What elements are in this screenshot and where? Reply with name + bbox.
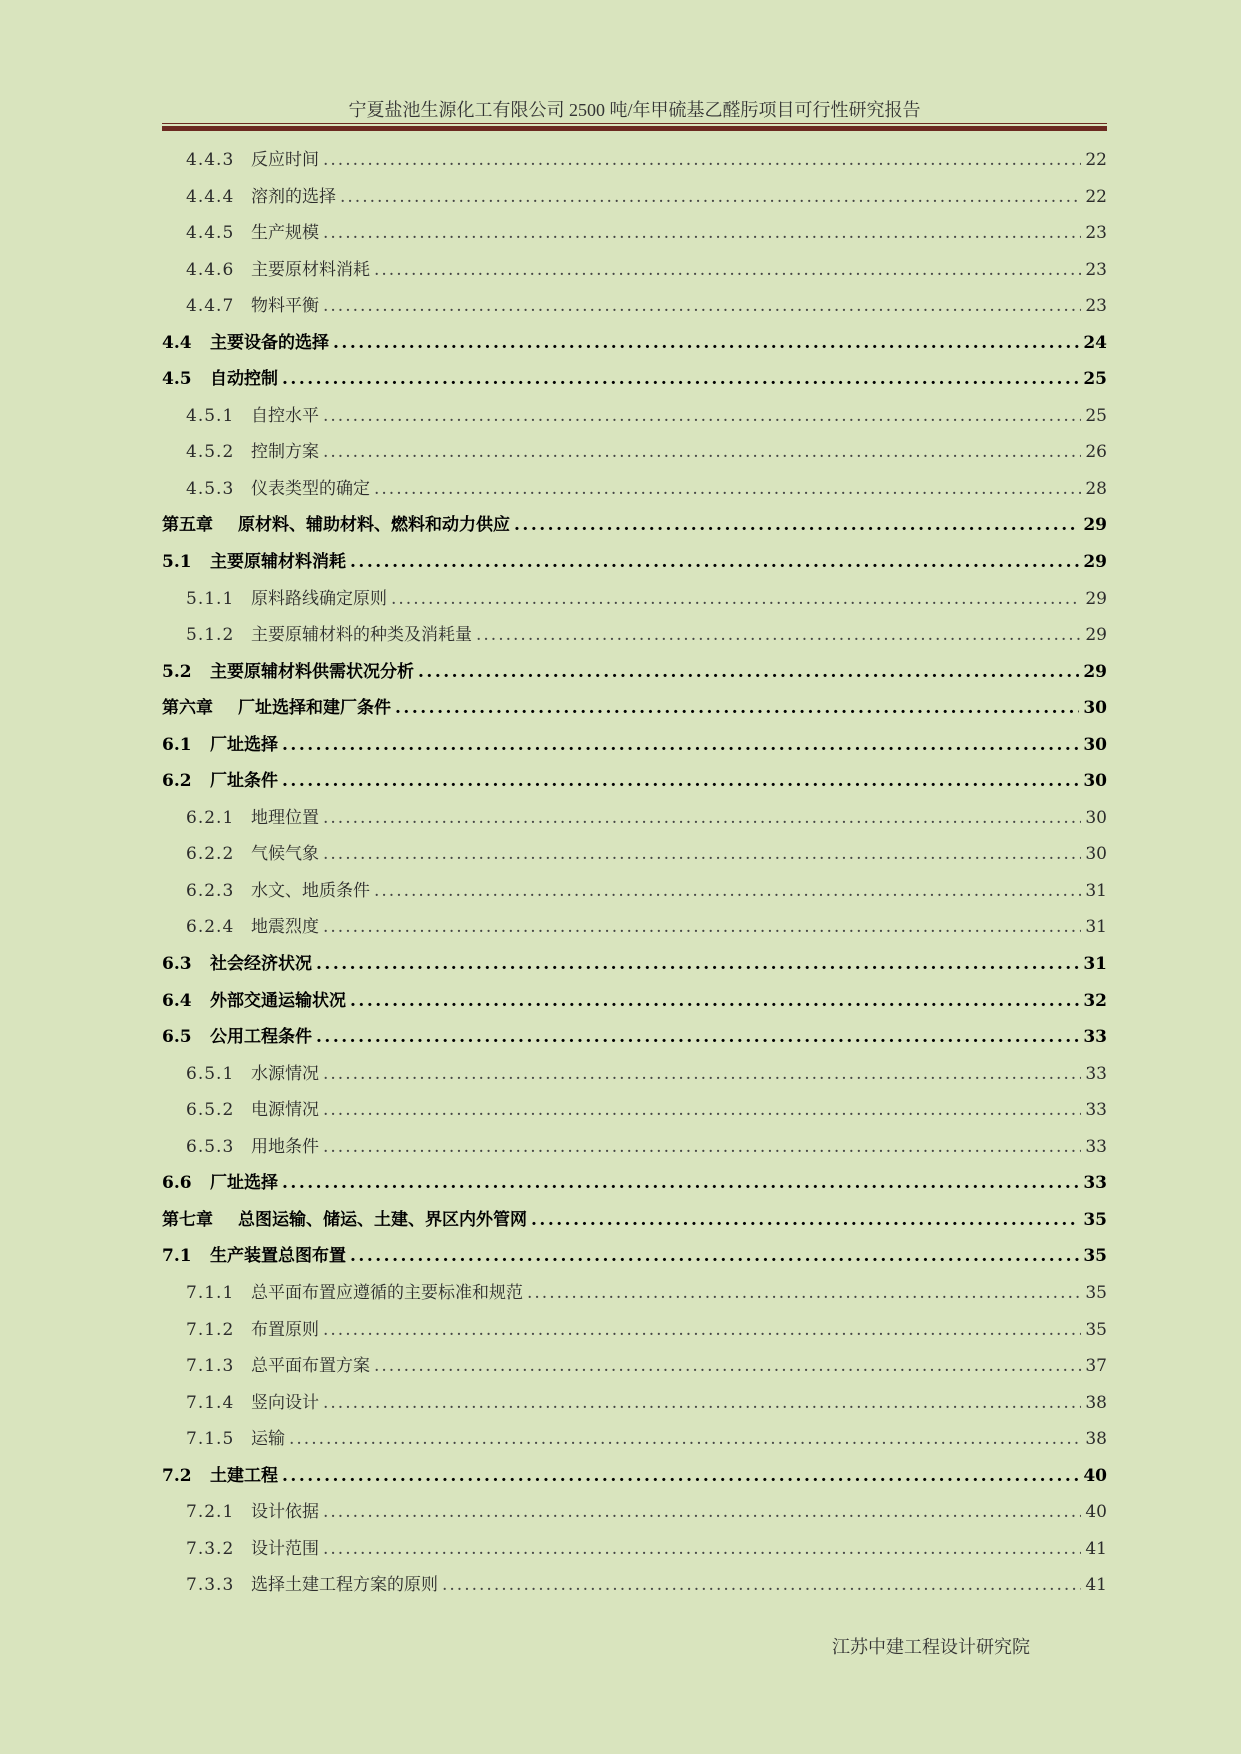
toc-leader-dots — [323, 836, 1081, 873]
toc-entry[interactable] — [162, 654, 1107, 691]
toc-entry-title: 厂址选择和建厂条件 — [238, 698, 391, 719]
toc-entry-title: 仪表类型的确定 — [251, 478, 370, 499]
toc-entry-number: 7.1.3 — [186, 1356, 235, 1377]
toc-entry[interactable] — [162, 581, 1107, 618]
toc-entry[interactable] — [162, 873, 1107, 910]
toc-entry-number: 6.5 — [162, 1027, 192, 1048]
toc-entry-title: 设计依据 — [251, 1502, 319, 1523]
toc-entry-title: 原材料、辅助材料、燃料和动力供应 — [238, 515, 510, 536]
toc-leader-dots — [323, 288, 1081, 325]
toc-leader-dots — [323, 1531, 1081, 1568]
toc-entry-number: 6.5.3 — [186, 1136, 235, 1157]
toc-entry[interactable] — [162, 909, 1107, 946]
toc-entry-number: 第六章 — [162, 698, 213, 719]
toc-entry-page: 22 — [1085, 150, 1107, 170]
toc-entry[interactable] — [162, 763, 1107, 800]
toc-entry-title: 公用工程条件 — [210, 1027, 312, 1048]
toc-leader-dots — [442, 1567, 1081, 1604]
toc-leader-dots — [316, 1019, 1079, 1056]
toc-entry[interactable] — [162, 544, 1107, 581]
toc-leader-dots — [323, 398, 1081, 435]
toc-leader-dots — [282, 763, 1079, 800]
toc-entry-title: 竖向设计 — [251, 1392, 319, 1413]
toc-entry-number: 7.2 — [162, 1465, 192, 1486]
toc-entry-number: 4.4 — [162, 332, 192, 353]
toc-entry-title: 水文、地质条件 — [251, 880, 370, 901]
toc-entry-page: 41 — [1085, 1538, 1107, 1559]
toc-entry-title: 气候气象 — [251, 844, 319, 865]
toc-leader-dots — [350, 1238, 1079, 1275]
toc-entry-number: 4.5 — [162, 369, 192, 390]
toc-entry-number: 7.1.5 — [186, 1429, 235, 1450]
toc-entry-title: 厂址选择 — [210, 734, 278, 755]
toc-entry-page: 32 — [1083, 990, 1107, 1011]
toc-leader-dots — [531, 1202, 1079, 1239]
toc-entry-title: 生产规模 — [251, 223, 319, 244]
toc-entry-page: 23 — [1085, 296, 1107, 317]
toc-entry-title: 总平面布置应遵循的主要标准和规范 — [251, 1282, 523, 1303]
toc-leader-dots — [350, 983, 1079, 1020]
toc-entry[interactable] — [162, 1275, 1107, 1312]
toc-entry[interactable] — [162, 288, 1107, 325]
toc-entry[interactable] — [162, 252, 1107, 289]
toc-entry-number: 7.1.4 — [186, 1392, 235, 1413]
toc-leader-dots — [282, 1458, 1079, 1495]
toc-entry-title: 物料平衡 — [251, 296, 319, 317]
toc-entry-title: 地理位置 — [251, 807, 319, 828]
toc-entry[interactable] — [162, 800, 1107, 837]
toc-entry-page: 22 — [1085, 186, 1107, 207]
toc-entry-title: 电源情况 — [251, 1100, 319, 1121]
toc-entry-page: 40 — [1085, 1502, 1107, 1523]
toc-leader-dots — [514, 507, 1079, 544]
table-of-contents — [162, 142, 1107, 1604]
toc-entry-number: 6.6 — [162, 1173, 192, 1194]
toc-entry-number: 4.5.1 — [186, 405, 235, 426]
toc-entry-number: 4.4.4 — [186, 186, 235, 207]
toc-entry-number: 7.3.2 — [186, 1538, 235, 1559]
toc-leader-dots — [282, 727, 1079, 764]
toc-entry[interactable] — [162, 1385, 1107, 1422]
header-rule-thick — [162, 126, 1107, 131]
toc-entry-page: 30 — [1085, 807, 1107, 828]
toc-entry-title: 外部交通运输状况 — [210, 990, 346, 1011]
toc-entry-title: 选择土建工程方案的原则 — [251, 1575, 438, 1596]
toc-leader-dots — [282, 1165, 1079, 1202]
toc-entry-number: 6.4 — [162, 990, 192, 1011]
toc-entry[interactable] — [162, 471, 1107, 508]
toc-entry[interactable] — [162, 1238, 1107, 1275]
toc-entry-number: 6.2.3 — [186, 880, 235, 901]
toc-leader-dots — [323, 215, 1081, 252]
toc-entry[interactable] — [162, 361, 1107, 398]
toc-leader-dots — [333, 325, 1079, 362]
toc-entry[interactable] — [162, 1019, 1107, 1056]
toc-entry[interactable] — [162, 325, 1107, 362]
toc-entry-number: 6.1 — [162, 734, 192, 755]
toc-leader-dots — [527, 1275, 1081, 1312]
page-header: 宁夏盐池生源化工有限公司 2500 吨/年甲硫基乙醛肟项目可行性研究报告 — [348, 100, 921, 120]
toc-entry-page: 38 — [1085, 1392, 1107, 1413]
toc-entry-page: 33 — [1083, 1173, 1107, 1194]
toc-leader-dots — [418, 654, 1079, 691]
toc-entry-page: 24 — [1083, 332, 1107, 353]
toc-entry-page: 29 — [1085, 588, 1107, 609]
toc-entry-title: 主要原辅材料供需状况分析 — [210, 661, 414, 682]
toc-entry-number: 7.2.1 — [186, 1502, 235, 1523]
toc-entry-page: 37 — [1085, 1356, 1107, 1377]
toc-entry-title: 溶剂的选择 — [251, 186, 336, 207]
toc-entry[interactable] — [162, 1421, 1107, 1458]
toc-leader-dots — [391, 581, 1081, 618]
toc-entry-number: 6.2.1 — [186, 807, 235, 828]
toc-entry-page: 29 — [1085, 625, 1107, 646]
page-footer: 江苏中建工程设计研究院 — [832, 1637, 1030, 1657]
toc-entry[interactable] — [162, 142, 1107, 179]
toc-entry-title: 主要原辅材料消耗 — [210, 552, 346, 573]
toc-entry-page: 23 — [1085, 259, 1107, 280]
toc-entry-title: 布置原则 — [251, 1319, 319, 1340]
toc-leader-dots — [340, 179, 1081, 216]
toc-leader-dots — [282, 361, 1079, 398]
toc-entry-number: 5.2 — [162, 661, 192, 682]
toc-leader-dots — [316, 946, 1079, 983]
toc-entry-number: 7.1 — [162, 1246, 192, 1267]
toc-leader-dots — [374, 1348, 1081, 1385]
toc-entry-page: 25 — [1083, 369, 1107, 390]
toc-entry-title: 控制方案 — [251, 442, 319, 463]
toc-entry[interactable] — [162, 1165, 1107, 1202]
toc-entry-title: 反应时间 — [251, 150, 319, 170]
toc-entry-title: 厂址条件 — [210, 771, 278, 792]
toc-entry-page: 29 — [1083, 661, 1107, 682]
toc-entry-title: 总平面布置方案 — [251, 1356, 370, 1377]
toc-entry-number: 4.5.2 — [186, 442, 235, 463]
toc-entry-page: 29 — [1083, 515, 1107, 536]
toc-entry[interactable] — [162, 617, 1107, 654]
toc-entry-number: 4.5.3 — [186, 478, 235, 499]
toc-entry[interactable] — [162, 1567, 1107, 1604]
toc-entry-page: 35 — [1085, 1319, 1107, 1340]
toc-leader-dots — [323, 142, 1081, 179]
toc-entry-number: 第五章 — [162, 515, 213, 536]
toc-entry-page: 35 — [1083, 1209, 1107, 1230]
toc-entry-number: 6.3 — [162, 954, 192, 975]
toc-entry-page: 33 — [1083, 1027, 1107, 1048]
toc-entry-number: 6.5.1 — [186, 1063, 235, 1084]
toc-entry[interactable] — [162, 507, 1107, 544]
toc-entry-page: 30 — [1083, 698, 1107, 719]
toc-entry-number: 4.4.5 — [186, 223, 235, 244]
toc-leader-dots — [323, 1385, 1081, 1422]
header-rule-thin — [162, 123, 1107, 124]
toc-entry-title: 自动控制 — [210, 369, 278, 390]
toc-entry-page: 31 — [1083, 954, 1107, 975]
toc-entry[interactable] — [162, 1348, 1107, 1385]
toc-entry-page: 35 — [1083, 1246, 1107, 1267]
toc-entry-number: 4.4.6 — [186, 259, 235, 280]
toc-leader-dots — [374, 873, 1081, 910]
toc-entry[interactable] — [162, 1494, 1107, 1531]
toc-entry-page: 33 — [1085, 1136, 1107, 1157]
toc-entry-page: 23 — [1085, 223, 1107, 244]
toc-entry-page: 30 — [1083, 734, 1107, 755]
toc-entry-title: 地震烈度 — [251, 917, 319, 938]
toc-entry-number: 7.1.2 — [186, 1319, 235, 1340]
toc-entry-number: 第七章 — [162, 1209, 213, 1230]
toc-entry-number: 5.1.2 — [186, 625, 235, 646]
toc-entry-page: 40 — [1083, 1465, 1107, 1486]
toc-leader-dots — [476, 617, 1081, 654]
toc-entry-number: 5.1 — [162, 552, 192, 573]
toc-entry-page: 33 — [1085, 1063, 1107, 1084]
toc-entry-number: 6.2.4 — [186, 917, 235, 938]
toc-entry[interactable] — [162, 690, 1107, 727]
toc-entry-title: 设计范围 — [251, 1538, 319, 1559]
toc-entry-title: 主要设备的选择 — [210, 332, 329, 353]
toc-entry[interactable] — [162, 946, 1107, 983]
toc-entry-number: 7.1.1 — [186, 1282, 235, 1303]
toc-entry-page: 33 — [1085, 1100, 1107, 1121]
toc-leader-dots — [395, 690, 1079, 727]
toc-entry[interactable] — [162, 983, 1107, 1020]
toc-leader-dots — [323, 1129, 1081, 1166]
toc-entry-number: 5.1.1 — [186, 588, 235, 609]
toc-entry-title: 总图运输、储运、土建、界区内外管网 — [238, 1209, 527, 1230]
toc-leader-dots — [323, 1494, 1081, 1531]
toc-entry-title: 社会经济状况 — [210, 954, 312, 975]
toc-entry[interactable] — [162, 1458, 1107, 1495]
toc-entry-page: 25 — [1085, 405, 1107, 426]
toc-entry[interactable] — [162, 836, 1107, 873]
toc-leader-dots — [323, 1056, 1081, 1093]
toc-entry[interactable] — [162, 434, 1107, 471]
toc-entry-number: 6.2.2 — [186, 844, 235, 865]
toc-leader-dots — [323, 434, 1081, 471]
toc-leader-dots — [289, 1421, 1081, 1458]
toc-leader-dots — [323, 1092, 1081, 1129]
toc-entry[interactable] — [162, 1056, 1107, 1093]
toc-entry-title: 用地条件 — [251, 1136, 319, 1157]
toc-entry[interactable] — [162, 1312, 1107, 1349]
toc-entry-title: 运输 — [251, 1429, 285, 1450]
toc-leader-dots — [374, 471, 1081, 508]
toc-entry-title: 土建工程 — [210, 1465, 278, 1486]
toc-entry-page: 41 — [1085, 1575, 1107, 1596]
toc-entry-title: 原料路线确定原则 — [251, 588, 387, 609]
toc-entry[interactable] — [162, 727, 1107, 764]
toc-entry-title: 水源情况 — [251, 1063, 319, 1084]
toc-entry-page: 30 — [1083, 771, 1107, 792]
toc-leader-dots — [323, 1312, 1081, 1349]
toc-entry-page: 35 — [1085, 1282, 1107, 1303]
toc-entry-page: 38 — [1085, 1429, 1107, 1450]
toc-entry[interactable] — [162, 1129, 1107, 1166]
toc-entry-page: 31 — [1085, 917, 1107, 938]
toc-entry-number: 7.3.3 — [186, 1575, 235, 1596]
toc-leader-dots — [323, 909, 1081, 946]
toc-leader-dots — [323, 800, 1081, 837]
toc-entry-number: 4.4.7 — [186, 296, 235, 317]
toc-entry[interactable] — [162, 1092, 1107, 1129]
toc-entry-number: 6.2 — [162, 771, 192, 792]
toc-leader-dots — [350, 544, 1079, 581]
toc-entry-title: 生产装置总图布置 — [210, 1246, 346, 1267]
toc-entry-page: 28 — [1085, 478, 1107, 499]
toc-entry-page: 26 — [1085, 442, 1107, 463]
toc-entry-page: 29 — [1083, 552, 1107, 573]
toc-entry[interactable] — [162, 215, 1107, 252]
toc-leader-dots — [374, 252, 1081, 289]
toc-entry-title: 自控水平 — [251, 405, 319, 426]
toc-entry-number: 4.4.3 — [186, 150, 235, 170]
toc-entry-title: 主要原材料消耗 — [251, 259, 370, 280]
toc-entry-page: 31 — [1085, 880, 1107, 901]
toc-entry[interactable] — [162, 1202, 1107, 1239]
toc-entry[interactable] — [162, 179, 1107, 216]
toc-entry[interactable] — [162, 398, 1107, 435]
toc-entry-title: 厂址选择 — [210, 1173, 278, 1194]
toc-entry-number: 6.5.2 — [186, 1100, 235, 1121]
toc-entry-page: 30 — [1085, 844, 1107, 865]
toc-entry[interactable] — [162, 1531, 1107, 1568]
toc-entry-title: 主要原辅材料的种类及消耗量 — [251, 625, 472, 646]
